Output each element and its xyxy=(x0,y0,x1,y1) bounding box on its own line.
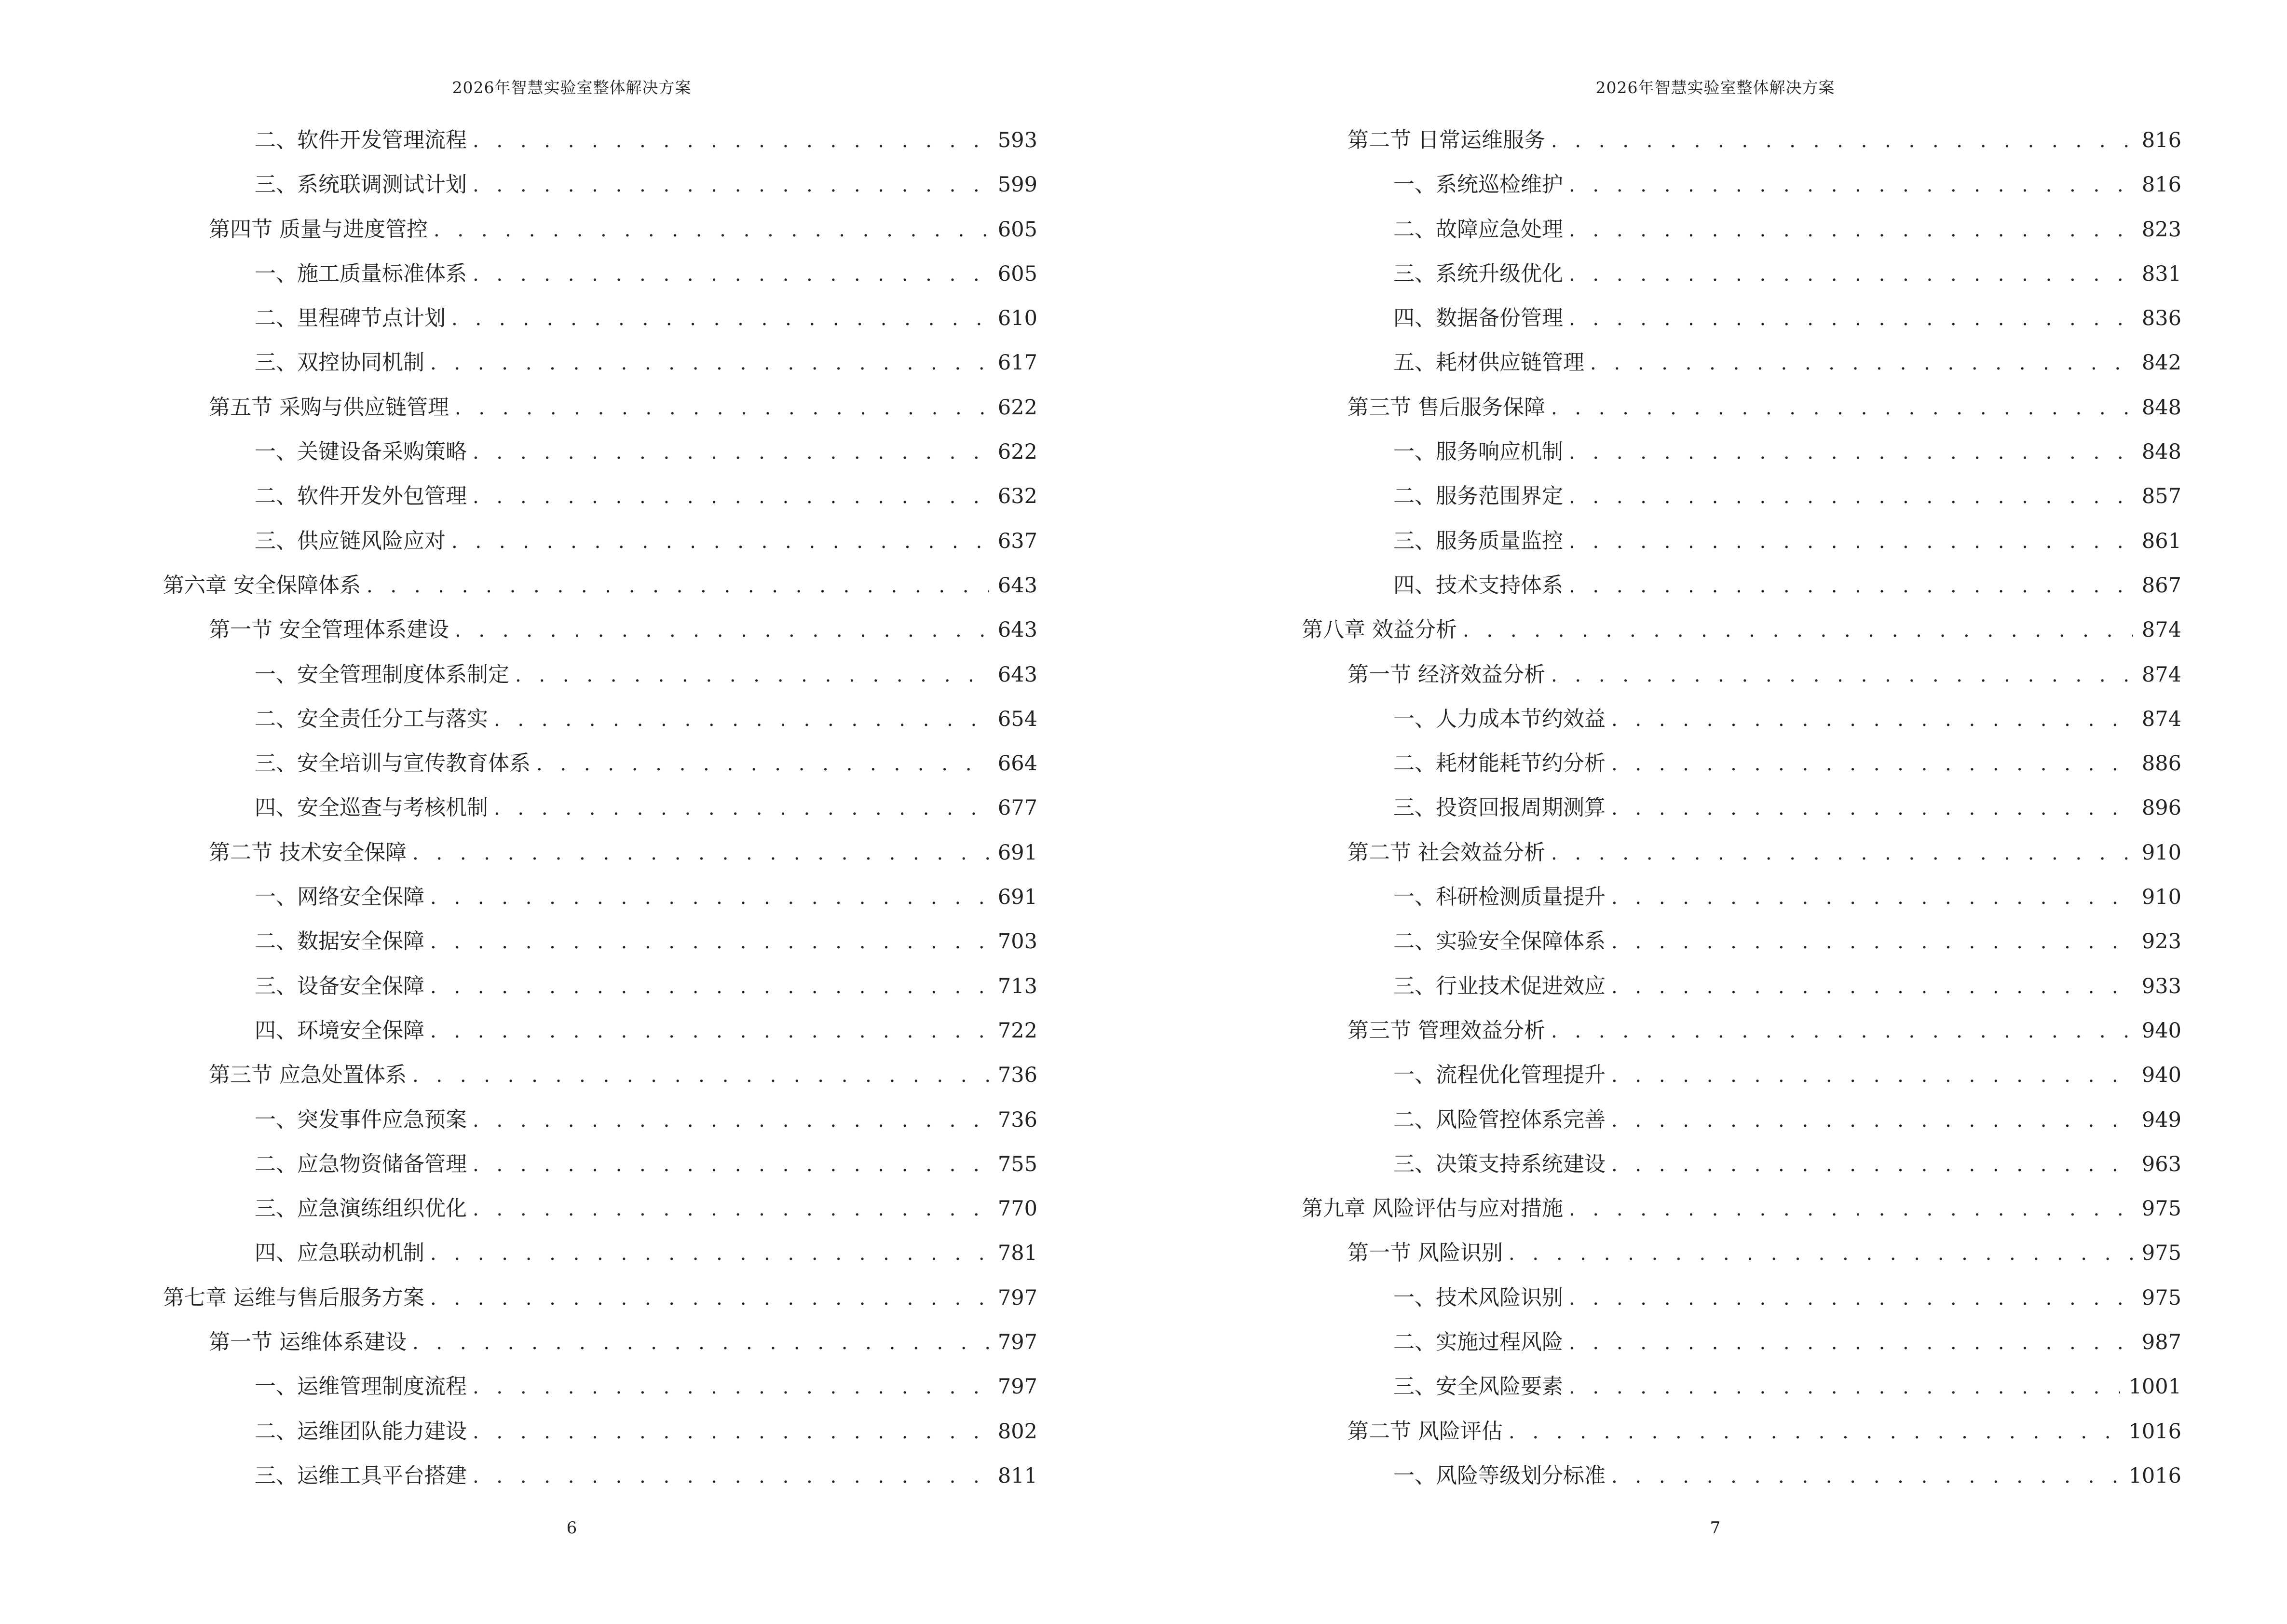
toc-entry-title: 二、风险管控体系完善 xyxy=(1393,1107,1606,1132)
toc-entry-page: 797 xyxy=(997,1330,1037,1355)
toc-entry-title: 三、安全培训与宣传教育体系 xyxy=(255,751,531,776)
toc-entry-page: 1001 xyxy=(2128,1375,2181,1399)
toc-entry[interactable] xyxy=(163,1231,1037,1275)
toc-entry-page: 874 xyxy=(2141,662,2181,687)
toc-entry[interactable] xyxy=(1302,430,2181,474)
page-header: 2026年智慧实验室整体解决方案 xyxy=(1595,78,1835,97)
toc-entry-page: 622 xyxy=(997,395,1037,420)
toc-entry-title: 四、技术支持体系 xyxy=(1393,573,1563,598)
toc-entry[interactable] xyxy=(1302,919,2181,964)
toc-entry-page: 797 xyxy=(997,1285,1037,1310)
toc-entry-title: 第五节 采购与供应链管理 xyxy=(209,395,449,420)
toc-entry-page: 593 xyxy=(997,128,1037,152)
toc-entry-title: 二、服务范围界定 xyxy=(1393,484,1563,509)
toc-entry-title: 三、设备安全保障 xyxy=(255,973,424,998)
dot-leader xyxy=(1551,1009,2133,1053)
toc-entry-title: 二、里程碑节点计划 xyxy=(255,306,446,331)
toc-entry-page: 1016 xyxy=(2128,1463,2181,1488)
dot-leader xyxy=(536,742,989,786)
toc-entry[interactable] xyxy=(163,1142,1037,1187)
dot-leader xyxy=(1551,831,2133,875)
dot-leader xyxy=(412,831,989,875)
dot-leader xyxy=(451,297,989,341)
toc-entry-page: 605 xyxy=(997,261,1037,286)
toc-entry-page: 816 xyxy=(2141,128,2181,152)
toc-entry[interactable] xyxy=(1302,1098,2181,1142)
dot-leader xyxy=(1611,920,2133,964)
toc-entry-title: 二、故障应急处理 xyxy=(1393,217,1563,242)
toc-entry[interactable] xyxy=(163,1098,1037,1142)
toc-entry-title: 第四节 质量与进度管控 xyxy=(209,217,428,242)
toc-entry-page: 781 xyxy=(997,1241,1037,1266)
toc-entry[interactable] xyxy=(1302,1231,2181,1275)
dot-leader xyxy=(412,1053,989,1098)
toc-entry-page: 643 xyxy=(997,662,1037,687)
right-page xyxy=(1144,0,2287,1624)
toc-entry-title: 第七章 运维与售后服务方案 xyxy=(163,1285,424,1310)
toc-entry-title: 一、科研检测质量提升 xyxy=(1393,885,1606,910)
dot-leader xyxy=(1611,786,2133,831)
dot-leader xyxy=(1569,163,2133,207)
toc-entry-page: 722 xyxy=(997,1018,1037,1043)
toc-entry[interactable] xyxy=(1302,697,2181,741)
dot-leader xyxy=(1611,1143,2133,1187)
toc-entry-page: 610 xyxy=(997,306,1037,331)
toc-entry-title: 四、数据备份管理 xyxy=(1393,306,1563,331)
toc-entry-page: 755 xyxy=(997,1152,1037,1176)
toc-entry-page: 664 xyxy=(997,751,1037,776)
toc-entry-title: 四、应急联动机制 xyxy=(255,1241,424,1266)
toc-entry-page: 643 xyxy=(997,573,1037,598)
toc-entry[interactable] xyxy=(1302,786,2181,830)
toc-entry-title: 三、投资回报周期测算 xyxy=(1393,795,1606,820)
toc-entry-title: 一、流程优化管理提升 xyxy=(1393,1063,1606,1088)
toc-entry-title: 四、安全巡查与考核机制 xyxy=(255,795,488,820)
dot-leader xyxy=(430,341,989,385)
toc-entry-page: 599 xyxy=(997,173,1037,197)
toc-entry-title: 三、系统升级优化 xyxy=(1393,261,1563,286)
toc-entry[interactable] xyxy=(163,163,1037,207)
dot-leader xyxy=(1569,1276,2133,1321)
toc-entry-title: 一、施工质量标准体系 xyxy=(255,261,467,286)
dot-leader xyxy=(1569,519,2133,564)
toc-entry-title: 三、供应链风险应对 xyxy=(255,528,446,553)
toc-entry[interactable] xyxy=(1302,118,2181,163)
toc-entry[interactable] xyxy=(1302,1187,2181,1231)
toc-entry-title: 二、软件开发管理流程 xyxy=(255,128,467,152)
dot-leader xyxy=(1463,608,2133,653)
toc-entry[interactable] xyxy=(1302,964,2181,1009)
toc-entry[interactable] xyxy=(1302,341,2181,385)
toc-entry-title: 第一节 经济效益分析 xyxy=(1348,662,1545,687)
dot-leader xyxy=(430,920,989,964)
toc-entry-title: 四、环境安全保障 xyxy=(255,1018,424,1043)
toc-entry-page: 896 xyxy=(2141,796,2181,820)
toc-entry[interactable] xyxy=(163,653,1037,697)
toc-entry-title: 一、服务响应机制 xyxy=(1393,439,1563,464)
toc-entry[interactable] xyxy=(1302,1365,2181,1409)
dot-leader xyxy=(473,1187,989,1231)
toc-entry[interactable] xyxy=(1302,1320,2181,1365)
dot-leader xyxy=(494,786,989,831)
toc-entry-page: 736 xyxy=(997,1063,1037,1088)
page-number: 7 xyxy=(1710,1518,1721,1538)
toc-entry-page: 1016 xyxy=(2128,1419,2181,1444)
toc-entry-title: 三、服务质量监控 xyxy=(1393,528,1563,553)
toc-entry-title: 第一节 风险识别 xyxy=(1348,1241,1503,1266)
toc-entry-page: 691 xyxy=(997,840,1037,865)
dot-leader xyxy=(473,1365,989,1409)
toc-entry-page: 842 xyxy=(2141,351,2181,375)
dot-leader xyxy=(1611,965,2133,1009)
toc-entry-title: 第一节 运维体系建设 xyxy=(209,1330,407,1355)
toc-entry-page: 940 xyxy=(2141,1063,2181,1088)
toc-entry-title: 一、运维管理制度流程 xyxy=(255,1374,467,1399)
dot-leader xyxy=(1551,653,2133,697)
dot-leader xyxy=(515,653,989,697)
toc-entry-title: 三、决策支持系统建设 xyxy=(1393,1151,1606,1176)
dot-leader xyxy=(1569,1365,2120,1409)
dot-leader xyxy=(1569,208,2133,252)
dot-leader xyxy=(430,1009,989,1053)
toc-entry[interactable] xyxy=(163,697,1037,741)
toc-entry[interactable] xyxy=(1302,296,2181,341)
toc-entry[interactable] xyxy=(163,474,1037,519)
toc-entry-title: 第九章 风险评估与应对措施 xyxy=(1302,1196,1563,1221)
toc-entry[interactable] xyxy=(163,741,1037,786)
toc-entry[interactable] xyxy=(1302,831,2181,875)
toc-entry[interactable] xyxy=(163,563,1037,608)
page-header: 2026年智慧实验室整体解决方案 xyxy=(452,78,692,97)
toc-entry[interactable] xyxy=(1302,385,2181,430)
toc-entry-title: 第一节 安全管理体系建设 xyxy=(209,617,449,642)
toc-entry-page: 691 xyxy=(997,885,1037,910)
dot-leader xyxy=(1569,475,2133,519)
toc-entry-page: 713 xyxy=(997,974,1037,998)
dot-leader xyxy=(455,608,989,653)
toc-entry-page: 975 xyxy=(2141,1241,2181,1266)
toc-entry[interactable] xyxy=(1302,875,2181,919)
toc-entry-page: 617 xyxy=(997,351,1037,375)
toc-entry-page: 677 xyxy=(997,796,1037,820)
toc-entry-page: 654 xyxy=(997,707,1037,731)
toc-entry[interactable] xyxy=(1302,1053,2181,1097)
toc-entry-title: 第二节 技术安全保障 xyxy=(209,840,407,865)
toc-entry[interactable] xyxy=(163,1365,1037,1409)
toc-entry[interactable] xyxy=(163,1454,1037,1498)
dot-leader xyxy=(1569,297,2133,341)
toc-entry-page: 605 xyxy=(997,217,1037,242)
toc-entry-title: 五、耗材供应链管理 xyxy=(1393,350,1584,375)
toc-entry[interactable] xyxy=(1302,653,2181,697)
toc-entry-page: 987 xyxy=(2141,1330,2181,1355)
dot-leader xyxy=(473,1098,989,1143)
table-of-contents xyxy=(163,118,1037,1498)
toc-entry[interactable] xyxy=(163,385,1037,430)
toc-entry-page: 632 xyxy=(997,484,1037,509)
dot-leader xyxy=(473,1454,989,1499)
toc-entry-page: 770 xyxy=(997,1197,1037,1221)
dot-leader xyxy=(1551,386,2133,430)
toc-entry[interactable] xyxy=(1302,207,2181,252)
dot-leader xyxy=(430,1231,989,1276)
toc-entry-page: 874 xyxy=(2141,707,2181,731)
toc-entry-title: 第三节 应急处置体系 xyxy=(209,1063,407,1088)
dot-leader xyxy=(1611,875,2133,920)
dot-leader xyxy=(473,475,989,519)
toc-entry-page: 816 xyxy=(2141,173,2181,197)
toc-entry[interactable] xyxy=(163,296,1037,341)
toc-entry[interactable] xyxy=(163,1409,1037,1454)
toc-entry-page: 811 xyxy=(997,1463,1037,1488)
toc-entry[interactable] xyxy=(163,1053,1037,1097)
toc-entry-page: 963 xyxy=(2141,1152,2181,1176)
dot-leader xyxy=(451,519,989,564)
toc-entry[interactable] xyxy=(1302,519,2181,563)
toc-entry-title: 第二节 社会效益分析 xyxy=(1348,840,1545,865)
toc-entry-page: 975 xyxy=(2141,1285,2181,1310)
toc-entry[interactable] xyxy=(1302,252,2181,296)
toc-entry[interactable] xyxy=(163,831,1037,875)
toc-entry-page: 861 xyxy=(2141,529,2181,553)
toc-entry-title: 一、关键设备采购策略 xyxy=(255,439,467,464)
toc-entry[interactable] xyxy=(1302,1409,2181,1454)
toc-entry-page: 643 xyxy=(997,618,1037,642)
toc-entry-title: 二、运维团队能力建设 xyxy=(255,1419,467,1444)
toc-entry-page: 802 xyxy=(997,1419,1037,1444)
toc-entry[interactable] xyxy=(163,786,1037,830)
dot-leader xyxy=(1611,742,2133,786)
dot-leader xyxy=(473,252,989,297)
toc-entry[interactable] xyxy=(163,964,1037,1009)
dot-leader xyxy=(1590,341,2133,385)
toc-entry-page: 910 xyxy=(2141,885,2181,910)
toc-entry[interactable] xyxy=(163,118,1037,163)
toc-entry[interactable] xyxy=(1302,163,2181,207)
toc-entry-title: 三、应急演练组织优化 xyxy=(255,1196,467,1221)
dot-leader xyxy=(430,1276,989,1321)
toc-entry-page: 867 xyxy=(2141,573,2181,598)
toc-entry-page: 940 xyxy=(2141,1018,2181,1043)
toc-entry-title: 二、应急物资储备管理 xyxy=(255,1151,467,1176)
toc-entry-page: 949 xyxy=(2141,1107,2181,1132)
dot-leader xyxy=(1611,1454,2120,1499)
toc-entry-title: 二、数据安全保障 xyxy=(255,929,424,954)
toc-entry-title: 三、双控协同机制 xyxy=(255,350,424,375)
toc-entry-title: 一、风险等级划分标准 xyxy=(1393,1463,1606,1488)
toc-entry-title: 二、安全责任分工与落实 xyxy=(255,706,488,731)
toc-entry[interactable] xyxy=(1302,1276,2181,1320)
dot-leader xyxy=(1551,119,2133,163)
toc-entry-title: 一、网络安全保障 xyxy=(255,885,424,910)
dot-leader xyxy=(1569,1187,2133,1231)
toc-entry-page: 933 xyxy=(2141,974,2181,998)
toc-entry-title: 二、软件开发外包管理 xyxy=(255,484,467,509)
toc-entry-title: 二、实施过程风险 xyxy=(1393,1330,1563,1355)
dot-leader xyxy=(1611,697,2133,742)
dot-leader xyxy=(473,430,989,475)
toc-entry[interactable] xyxy=(1302,563,2181,608)
toc-entry[interactable] xyxy=(163,875,1037,919)
toc-entry-page: 836 xyxy=(2141,306,2181,331)
toc-entry[interactable] xyxy=(163,341,1037,385)
toc-entry-title: 一、技术风险识别 xyxy=(1393,1285,1563,1310)
dot-leader xyxy=(430,965,989,1009)
dot-leader xyxy=(455,386,989,430)
toc-entry-title: 第八章 效益分析 xyxy=(1302,617,1457,642)
toc-entry[interactable] xyxy=(163,430,1037,474)
toc-entry[interactable] xyxy=(163,252,1037,296)
toc-entry-title: 一、系统巡检维护 xyxy=(1393,172,1563,197)
toc-entry-title: 一、突发事件应急预案 xyxy=(255,1107,467,1132)
dot-leader xyxy=(430,875,989,920)
toc-entry-title: 一、人力成本节约效益 xyxy=(1393,706,1606,731)
toc-entry-page: 736 xyxy=(997,1107,1037,1132)
toc-entry[interactable] xyxy=(163,1276,1037,1320)
toc-entry-title: 三、行业技术促进效应 xyxy=(1393,973,1606,998)
toc-entry[interactable] xyxy=(163,608,1037,652)
dot-leader xyxy=(412,1321,989,1365)
toc-entry[interactable] xyxy=(163,1187,1037,1231)
toc-entry[interactable] xyxy=(163,1009,1037,1053)
toc-entry-page: 923 xyxy=(2141,929,2181,954)
toc-entry-page: 848 xyxy=(2141,395,2181,420)
toc-entry-title: 三、系统联调测试计划 xyxy=(255,172,467,197)
dot-leader xyxy=(434,208,989,252)
toc-entry-title: 二、实验安全保障体系 xyxy=(1393,929,1606,954)
dot-leader xyxy=(1611,1098,2133,1143)
dot-leader xyxy=(367,564,989,608)
table-of-contents xyxy=(1302,118,2181,1498)
toc-entry[interactable] xyxy=(163,207,1037,252)
toc-entry-page: 831 xyxy=(2141,261,2181,286)
dot-leader xyxy=(1569,430,2133,475)
toc-entry-page: 848 xyxy=(2141,440,2181,464)
toc-entry-page: 637 xyxy=(997,529,1037,553)
dot-leader xyxy=(1611,1053,2133,1098)
toc-entry-page: 857 xyxy=(2141,484,2181,509)
toc-entry-page: 622 xyxy=(997,440,1037,464)
toc-entry-title: 第二节 日常运维服务 xyxy=(1348,128,1545,152)
toc-entry[interactable] xyxy=(1302,474,2181,519)
dot-leader xyxy=(494,697,989,742)
toc-entry-title: 第二节 风险评估 xyxy=(1348,1419,1503,1444)
dot-leader xyxy=(473,119,989,163)
toc-entry[interactable] xyxy=(163,519,1037,563)
toc-entry-title: 第六章 安全保障体系 xyxy=(163,573,361,598)
toc-entry[interactable] xyxy=(1302,1454,2181,1498)
toc-entry-page: 703 xyxy=(997,929,1037,954)
toc-entry-title: 三、运维工具平台搭建 xyxy=(255,1463,467,1488)
toc-entry-title: 第三节 管理效益分析 xyxy=(1348,1018,1545,1043)
toc-entry-page: 797 xyxy=(997,1375,1037,1399)
page-number: 6 xyxy=(566,1518,577,1538)
toc-entry-page: 975 xyxy=(2141,1197,2181,1221)
toc-entry-page: 910 xyxy=(2141,840,2181,865)
toc-entry[interactable] xyxy=(1302,741,2181,786)
toc-entry-page: 874 xyxy=(2141,618,2181,642)
toc-entry[interactable] xyxy=(1302,1009,2181,1053)
toc-entry-title: 一、安全管理制度体系制定 xyxy=(255,662,509,687)
toc-entry-page: 886 xyxy=(2141,751,2181,776)
toc-entry[interactable] xyxy=(163,1320,1037,1365)
dot-leader xyxy=(473,1143,989,1187)
toc-entry-page: 823 xyxy=(2141,217,2181,242)
dot-leader xyxy=(1509,1410,2120,1454)
toc-entry[interactable] xyxy=(163,919,1037,964)
toc-entry[interactable] xyxy=(1302,608,2181,652)
dot-leader xyxy=(1509,1231,2133,1276)
toc-entry[interactable] xyxy=(1302,1142,2181,1187)
toc-entry-title: 三、安全风险要素 xyxy=(1393,1374,1563,1399)
dot-leader xyxy=(1569,1321,2133,1365)
dot-leader xyxy=(1569,252,2133,297)
dot-leader xyxy=(473,163,989,207)
dot-leader xyxy=(473,1410,989,1454)
toc-entry-title: 第三节 售后服务保障 xyxy=(1348,395,1545,420)
toc-entry-title: 二、耗材能耗节约分析 xyxy=(1393,751,1606,776)
dot-leader xyxy=(1569,564,2133,608)
